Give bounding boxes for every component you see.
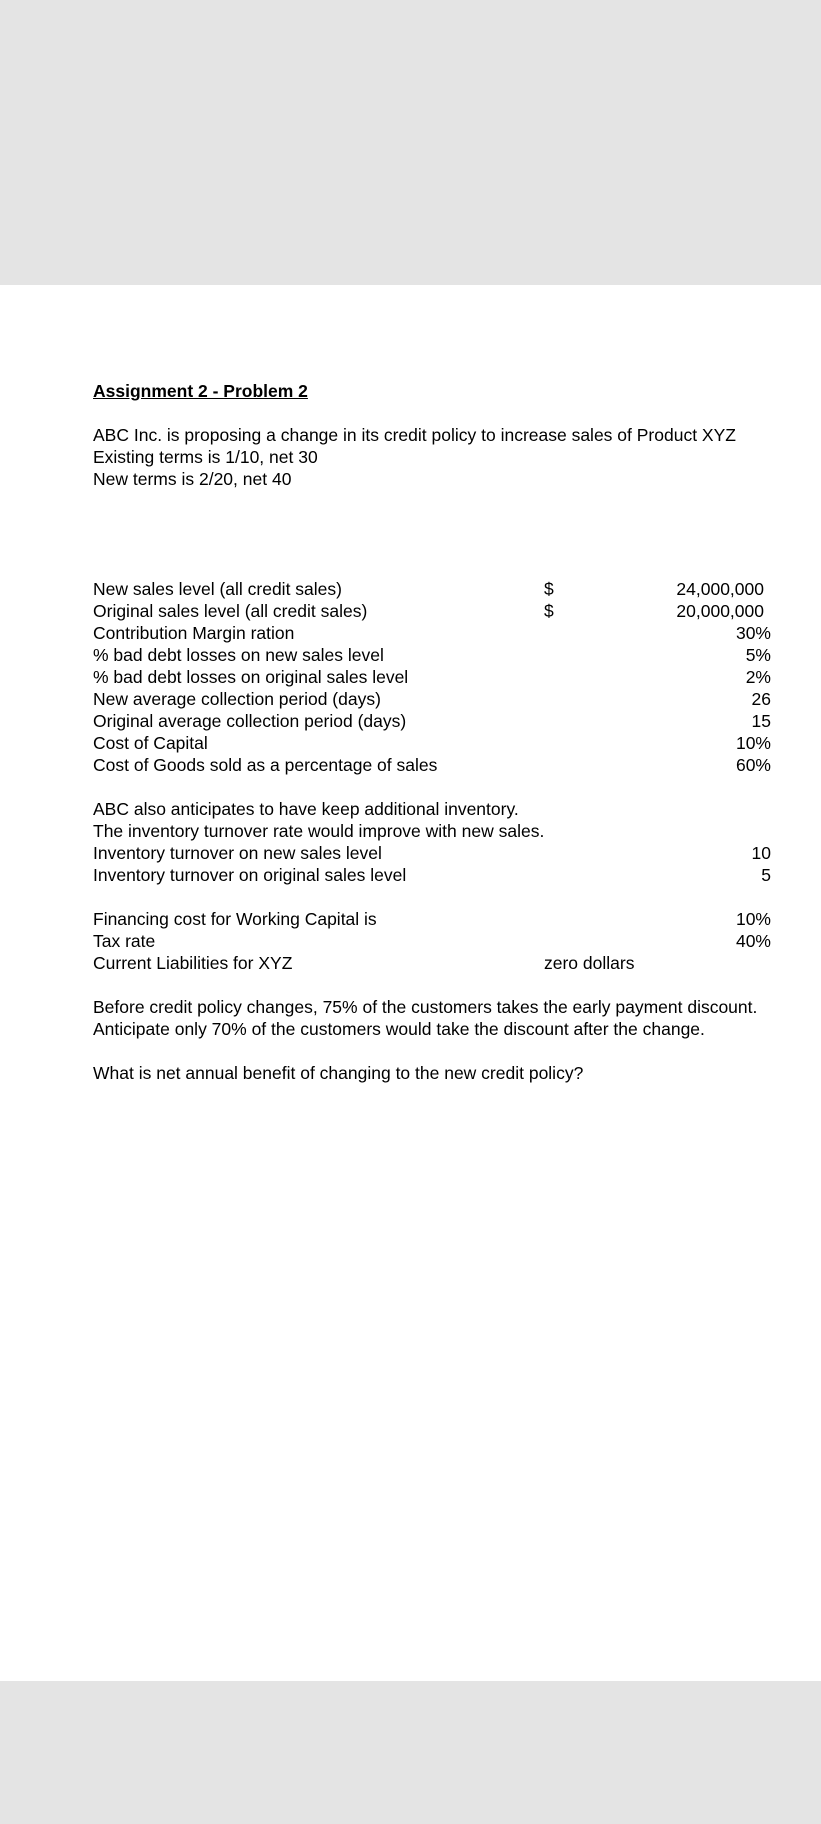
- table-row: [93, 600, 813, 622]
- table-row: [93, 908, 813, 930]
- row-label: Financing cost for Working Capital is: [93, 909, 377, 929]
- assumptions-table: [93, 578, 813, 776]
- row-value: 40%: [735, 931, 771, 951]
- row-value: 30%: [735, 623, 771, 643]
- question-text: What is net annual benefit of changing to the new credit policy?: [93, 1063, 584, 1083]
- table-row: [93, 578, 813, 600]
- inventory-note: The inventory turnover rate would improve with new sales.: [93, 821, 545, 841]
- row-value: 10%: [735, 909, 771, 929]
- row-label: Cost of Capital: [93, 733, 208, 753]
- intro-line: New terms is 2/20, net 40: [93, 469, 292, 489]
- row-label: Cost of Goods sold as a percentage of sales: [93, 755, 438, 775]
- row-label: % bad debt losses on new sales level: [93, 645, 384, 665]
- row-label: Current Liabilities for XYZ: [93, 953, 293, 973]
- row-value: 5: [761, 865, 771, 885]
- table-row: [93, 754, 813, 776]
- row-value: zero dollars: [544, 953, 635, 973]
- table-row: [93, 930, 813, 952]
- page-title: Assignment 2 - Problem 2: [93, 381, 308, 401]
- row-value: 15: [751, 711, 771, 731]
- row-label: Original average collection period (days): [93, 711, 407, 731]
- table-row: [93, 732, 813, 754]
- inventory-section: [93, 798, 813, 886]
- row-value: 26: [751, 689, 771, 709]
- row-value: 10%: [735, 733, 771, 753]
- table-row: [93, 622, 813, 644]
- intro-line: Existing terms is 1/10, net 30: [93, 447, 318, 467]
- document-page: [0, 285, 821, 1681]
- currency-symbol: $: [544, 601, 554, 621]
- row-label: Contribution Margin ration: [93, 623, 295, 643]
- discount-note: Anticipate only 70% of the customers would take the discount after the change.: [93, 1019, 705, 1039]
- currency-symbol: $: [544, 579, 554, 599]
- row-value: 24,000,000: [676, 579, 764, 599]
- table-row: [93, 644, 813, 666]
- table-row: [93, 864, 813, 886]
- row-value: 10: [751, 843, 771, 863]
- document-content: [93, 380, 813, 1084]
- discount-note: Before credit policy changes, 75% of the customers takes the early payment discount.: [93, 997, 758, 1017]
- row-value: 2%: [745, 667, 771, 687]
- row-value: 5%: [745, 645, 771, 665]
- row-label: Original sales level (all credit sales): [93, 601, 368, 621]
- row-label: New average collection period (days): [93, 689, 381, 709]
- row-label: Tax rate: [93, 931, 156, 951]
- row-value: 20,000,000: [676, 601, 764, 621]
- inventory-note: ABC also anticipates to have keep additional inventory.: [93, 799, 519, 819]
- table-row: [93, 952, 813, 974]
- row-label: Inventory turnover on new sales level: [93, 843, 382, 863]
- table-row: [93, 842, 813, 864]
- intro-line: ABC Inc. is proposing a change in its credit policy to increase sales of Product XYZ: [93, 425, 736, 445]
- row-label: New sales level (all credit sales): [93, 579, 342, 599]
- table-row: [93, 666, 813, 688]
- row-value: 60%: [735, 755, 771, 775]
- table-row: [93, 710, 813, 732]
- row-label: % bad debt losses on original sales level: [93, 667, 409, 687]
- table-row: [93, 688, 813, 710]
- row-label: Inventory turnover on original sales level: [93, 865, 407, 885]
- financing-section: [93, 908, 813, 974]
